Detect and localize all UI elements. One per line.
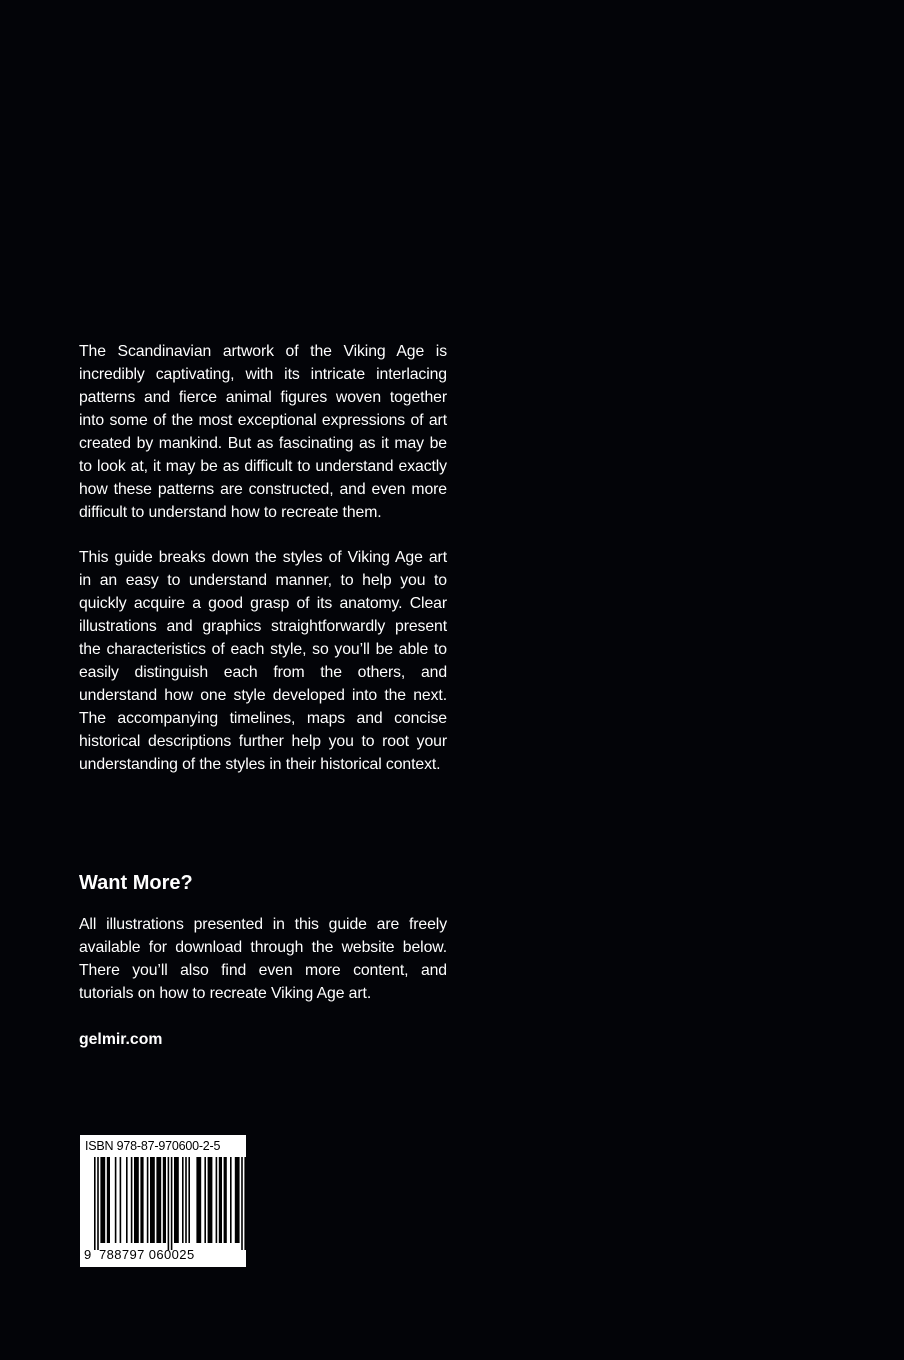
barcode-bar [171,1157,173,1250]
barcode-bar [224,1157,227,1243]
barcode-bar [134,1157,139,1243]
barcode-bar [107,1157,110,1243]
barcode-bar [150,1157,155,1243]
website-link[interactable]: gelmir.com [79,1031,163,1048]
barcode-bar [115,1157,117,1243]
barcode-bar [241,1157,243,1250]
want-more-heading: Want More? [79,872,193,894]
barcode-first-digit: 9 [84,1247,92,1262]
barcode-bar [235,1157,240,1243]
barcode-bar [168,1157,170,1250]
barcode-bar [196,1157,201,1243]
barcode-bar [156,1157,161,1243]
barcode-bar [147,1157,149,1243]
isbn-label: ISBN 978-87-970600-2-5 [85,1139,221,1153]
barcode-bar [120,1157,122,1243]
blurb-paragraph-2: This guide breaks down the styles of Viking Age art in an easy to understand manner, to help you to quickly acquire a good grasp of its anatomy. Clear illustrations and graphics straightforwardly present the characteristics of each style, so you’ll be able to easily distinguish each from the others, and understand how one style developed into the next. The accompanying timelines, maps and concise historical descriptions further help you to root your understanding of the styles in their historical context. [79,549,447,773]
barcode-bar [163,1157,166,1243]
blurb-paragraph-1: The Scandinavian artwork of the Viking Age is incredibly captivating, with its intricate interlacing patterns and fierce animal figures woven together into some of the most exceptional expressions of art created by mankind. But as fascinating as it may be to look at, it may be as difficult to understand exactly how these patterns are constructed, and even more difficult to understand how to recreate them. [79,343,447,521]
barcode-bar [219,1157,222,1243]
barcode-bar [185,1157,187,1243]
barcode-bar [140,1157,143,1243]
want-more-body: All illustrations presented in this guide are freely available for download through the website below. There you’ll also find even more content, and tutorials on how to recreate Viking Age art. [79,916,447,1002]
barcode-digits: 788797 060025 [99,1247,195,1262]
isbn-barcode [80,1135,246,1267]
barcode-bar [100,1157,105,1243]
barcode-bar [182,1157,184,1243]
barcode-bar [94,1157,96,1250]
barcode-bar [131,1157,133,1243]
barcode-bar [208,1157,213,1243]
barcode-bar [97,1157,99,1250]
barcode-bar [174,1157,179,1243]
barcode-bar [216,1157,218,1243]
barcode-bar [230,1157,232,1243]
barcode-bar [204,1157,206,1243]
barcode-bar [188,1157,190,1243]
barcode-bar [244,1157,246,1250]
barcode-bar [126,1157,128,1243]
